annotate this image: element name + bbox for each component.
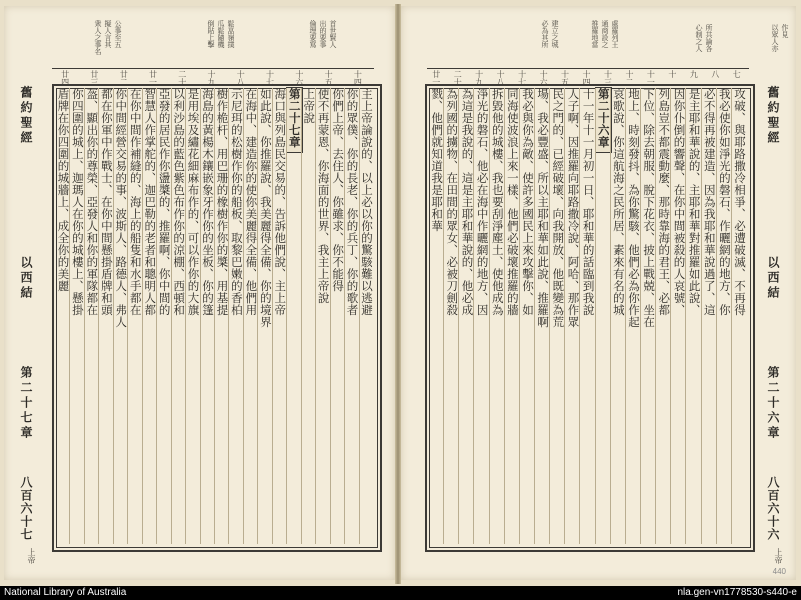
text-column: 我必使你如淨光的磐石、作曬網的地方、你 [717, 88, 732, 316]
text-column: 十一年十一月初一日、耶和華的話臨到我說 [581, 88, 596, 316]
left-page-number [18, 476, 35, 546]
text-column: 拆毀他的城樓、我也要刮淨塵土、使他成為 [490, 88, 505, 316]
note-line: 所共論各 [705, 24, 713, 52]
column-rule [142, 88, 143, 544]
right-top-note-3 [695, 24, 703, 64]
text-column: 民之門的、已經破壞、向我開放、他既變為荒 [551, 88, 566, 328]
verse-number: 十九 [207, 70, 216, 86]
column-rule [171, 88, 172, 544]
right-running-title [765, 86, 782, 176]
text-column: 盾牌在你四圍的城牆上、成全你的美麗 [56, 88, 71, 292]
column-rule [685, 88, 686, 544]
verse-number: 十五 [324, 70, 334, 86]
right-page-number [765, 476, 782, 546]
verse-number: 廿四 [60, 70, 70, 86]
column-rule [458, 88, 459, 544]
text-column: 淨光的磐石、他必在海中作曬網的地方、因 [475, 88, 490, 316]
note-line: 推羅地當 [591, 20, 599, 48]
verse-number: 十八 [236, 70, 246, 86]
verse-number: 七 [732, 70, 742, 78]
text-column: 以利沙島的藍色紫色布作你的涼棚、西頓和 [172, 88, 187, 316]
text-column: 亞發的居民作你盪槳的、推羅啊、你中間的 [157, 88, 172, 316]
column-rule [200, 88, 201, 544]
right-top-note-5 [591, 20, 599, 68]
verse-number: 十七 [517, 70, 527, 86]
left-page [4, 6, 395, 580]
right-top-note-2 [781, 24, 789, 64]
page-number-text: 八百六十六 [766, 476, 780, 541]
column-rule [595, 88, 596, 544]
verse-number: 十三 [603, 70, 613, 86]
column-rule [640, 88, 641, 544]
note-line: 建立之城 [551, 20, 559, 48]
text-column: 你四圍的城上、迦瑪人在你的城樓上、懸掛 [70, 88, 85, 316]
right-running-book [765, 256, 782, 316]
verse-number: 廿一 [148, 70, 158, 86]
chapter-heading: 第二十六章 [596, 88, 611, 152]
column-rule [564, 88, 565, 544]
book-name: 以西結 [766, 256, 780, 301]
column-rule [286, 88, 287, 544]
column-rule [113, 88, 114, 544]
right-corner-label [773, 548, 784, 568]
pencil-folio-text: 440 [772, 567, 786, 576]
text-column: 我必與你為敵、使許多國民上來攻擊你、如 [521, 88, 535, 316]
column-rule [610, 88, 611, 544]
left-top-note-6 [227, 20, 235, 68]
column-rule [214, 88, 215, 544]
chapter-heading: 第二十七章 [287, 88, 301, 152]
column-rule [534, 88, 535, 544]
text-column: 場、我必豐盛、所以主耶和華如此說、推羅啊 [536, 88, 551, 328]
verse-number: 十二 [624, 70, 634, 86]
verse-number: 十九 [474, 70, 484, 86]
column-rule [185, 88, 186, 544]
text-column: 戮、他們就知道我是耶和華 [430, 88, 445, 232]
column-rule [243, 88, 244, 544]
text-column: 都在你軍中作戰士、在你中間懸掛盾牌和頭 [99, 88, 114, 316]
chapter-label: 第二十六章 [766, 366, 780, 441]
note-line: 擬人言其 [104, 20, 112, 48]
left-corner-label [26, 548, 37, 568]
column-rule [489, 88, 490, 544]
right-running-chapter [765, 366, 782, 456]
column-rule [272, 88, 273, 544]
book-name: 以西結 [19, 256, 33, 301]
column-rule [549, 88, 550, 544]
left-top-note-8 [319, 20, 327, 68]
note-line: 倒貼上擊 [207, 20, 215, 48]
chapter-label: 第二十七章 [19, 366, 33, 441]
text-column: 地上、時刻發抖、為你驚駭、他們必為你作起 [627, 88, 641, 328]
note-line: 倫理要寫 [309, 20, 317, 48]
right-top-note-9 [551, 20, 559, 60]
corner-text: 上帝 [774, 548, 783, 564]
verse-number: 十 [667, 70, 677, 78]
column-rule [315, 88, 316, 544]
verse-number: 十八 [496, 70, 506, 86]
book-title: 舊約聖經 [19, 86, 33, 146]
text-column: 是主耶和華說的、主耶和華對推羅如此說、 [687, 88, 702, 316]
left-top-note-9 [329, 20, 337, 68]
verse-strip-top-rule [427, 68, 749, 69]
left-running-title [18, 86, 35, 176]
note-line: 出的要事 [319, 20, 327, 48]
note-line: 心制之人 [695, 24, 703, 52]
verse-number: 廿一 [431, 70, 441, 86]
text-column: 因你仆倒的響聲、在你中間被殺的人哀號、 [672, 88, 687, 316]
column-rule [731, 88, 732, 544]
page-number-text: 八百六十七 [19, 476, 33, 541]
left-top-note-1 [94, 20, 102, 68]
column-rule [504, 88, 505, 544]
text-column: 人子啊、因推羅向耶路撒冷說、阿哈、那作眾 [566, 88, 581, 328]
note-line: 衆人之事名 [94, 20, 102, 55]
right-top-note-1 [771, 24, 779, 64]
left-running-book [18, 256, 35, 316]
text-column: 海島的黃楊木鑲嵌象牙作你的坐板、你的篷 [201, 88, 215, 316]
column-rule [127, 88, 128, 544]
left-body-text [56, 88, 374, 544]
text-column: 盔、顯出你的尊榮、亞發人和你的軍隊都在 [85, 88, 100, 316]
column-rule [98, 88, 99, 544]
note-line: 以眾人亦 [771, 24, 779, 52]
left-top-note-7 [309, 20, 317, 68]
text-column: 示尼珥的松樹作你的船板、取黎巴嫩的香柏 [229, 88, 244, 316]
text-column: 上帝說 [302, 88, 317, 124]
verse-number: 二十 [177, 70, 187, 86]
text-column: 如此說、你推羅說、我美麗得全備、你的境界 [258, 88, 273, 328]
column-rule [443, 88, 444, 544]
text-column: 你們上帝、去住人、你雖求、你不能得 [331, 88, 346, 292]
item-identifier: nla.gen-vn1778530-s440-e [677, 587, 797, 598]
note-line: 必為其所 [541, 20, 549, 48]
left-top-note-3 [114, 20, 122, 68]
right-body-text [429, 88, 747, 544]
text-column: 必不得再被建造、因為我耶和華說過了、這 [702, 88, 717, 316]
column-rule [701, 88, 702, 544]
right-top-note-4 [705, 24, 713, 64]
column-rule [655, 88, 656, 544]
note-line: 公事至五 [114, 20, 122, 48]
text-column: 智慧人作掌舵的、迦巴勒的老者和聰明人都 [143, 88, 158, 316]
column-rule [716, 88, 717, 544]
text-column: 樹作桅杆、用巴珊的橡樹作你的槳、用基提 [215, 88, 230, 316]
left-top-note-4 [207, 20, 215, 68]
column-rule [330, 88, 331, 544]
verse-number: 十七 [265, 70, 275, 86]
text-column: 為列國的擄物、在田間的眾女、必被刀劍殺 [445, 88, 460, 316]
verse-number: 九 [689, 70, 699, 78]
text-column: 是用埃及繡花細麻布作的、可以作你的大旗 [186, 88, 201, 316]
note-line: 首世賢人 [329, 20, 337, 48]
verse-number: 二十 [453, 70, 463, 86]
left-top-note-5 [217, 20, 225, 68]
text-column: 哀歌說、你這航海之民所居、素來有名的城 [611, 88, 626, 316]
column-rule [69, 88, 70, 544]
text-column: 使不再蒙恩、你海面的世界、我主上帝說 [316, 88, 331, 304]
note-line: 處羅列王 [611, 20, 619, 48]
column-rule [257, 88, 258, 544]
verse-number: 廿三 [89, 70, 99, 86]
corner-text: 上帝 [27, 548, 36, 564]
column-rule [156, 88, 157, 544]
right-top-note-8 [541, 20, 549, 60]
verse-number: 十一 [646, 70, 656, 86]
note-line: 作見 [781, 24, 789, 38]
text-column: 在海中、建造你的使你美麗得全備、他們用 [244, 88, 259, 316]
library-credit: National Library of Australia [4, 587, 127, 598]
pencil-folio-mark [773, 567, 786, 576]
text-column: 你的眾僕、你的長老、你的兵丁、你的歌者 [345, 88, 360, 316]
text-column: 在你中間作補縫的、海上的船隻和水手都在 [128, 88, 143, 316]
note-line: 通商設之 [601, 20, 609, 48]
column-rule [473, 88, 474, 544]
column-rule [301, 88, 302, 544]
column-rule [519, 88, 520, 544]
text-column: 同海使波浪上來一樣、他們必破壞推羅的牆 [505, 88, 520, 316]
verse-number: 十五 [560, 70, 570, 86]
column-rule [625, 88, 626, 544]
right-page [401, 6, 796, 580]
verse-number: 十四 [582, 70, 591, 86]
column-rule [579, 88, 580, 544]
verse-number: 十六 [539, 70, 549, 86]
text-column: 為這是我說的、這是主耶和華說的、他必成 [460, 88, 475, 316]
verse-number: 十四 [353, 70, 363, 86]
left-top-note-2 [104, 20, 112, 68]
right-top-note-7 [611, 20, 619, 68]
text-column: 攻破、與耶路撒冷相爭、必遭破滅、不再得 [733, 88, 747, 316]
note-line: 瓜鬆隨機 [217, 20, 225, 48]
text-column: 主上帝論說的、以上必以你的驚駭難以逃避 [360, 88, 374, 316]
verse-number: 八 [710, 70, 720, 78]
viewer-footer-bar [0, 586, 801, 600]
verse-strip-top-rule [52, 68, 374, 69]
text-column: 列島豈不都震動麼、那時靠海的君王、必都 [657, 88, 672, 316]
text-column: 海口與列島民交易的、告訴他們說、主上帝 [273, 88, 288, 316]
book-title: 舊約聖經 [766, 86, 780, 146]
column-rule [228, 88, 229, 544]
note-line: 鬆嵓嶺撲 [227, 20, 235, 48]
left-running-chapter [18, 366, 35, 456]
text-column: 下位、除去朝服、脫下花衣、披上戰兢、坐在 [642, 88, 657, 328]
text-column: 你中間經營交易的事、波斯人、路德人、弗人 [114, 88, 129, 328]
right-top-note-6 [601, 20, 609, 68]
column-rule [84, 88, 85, 544]
column-rule [670, 88, 671, 544]
column-rule [344, 88, 345, 544]
verse-number: 廿二 [119, 70, 129, 86]
verse-number: 十六 [294, 70, 304, 86]
column-rule [359, 88, 360, 544]
